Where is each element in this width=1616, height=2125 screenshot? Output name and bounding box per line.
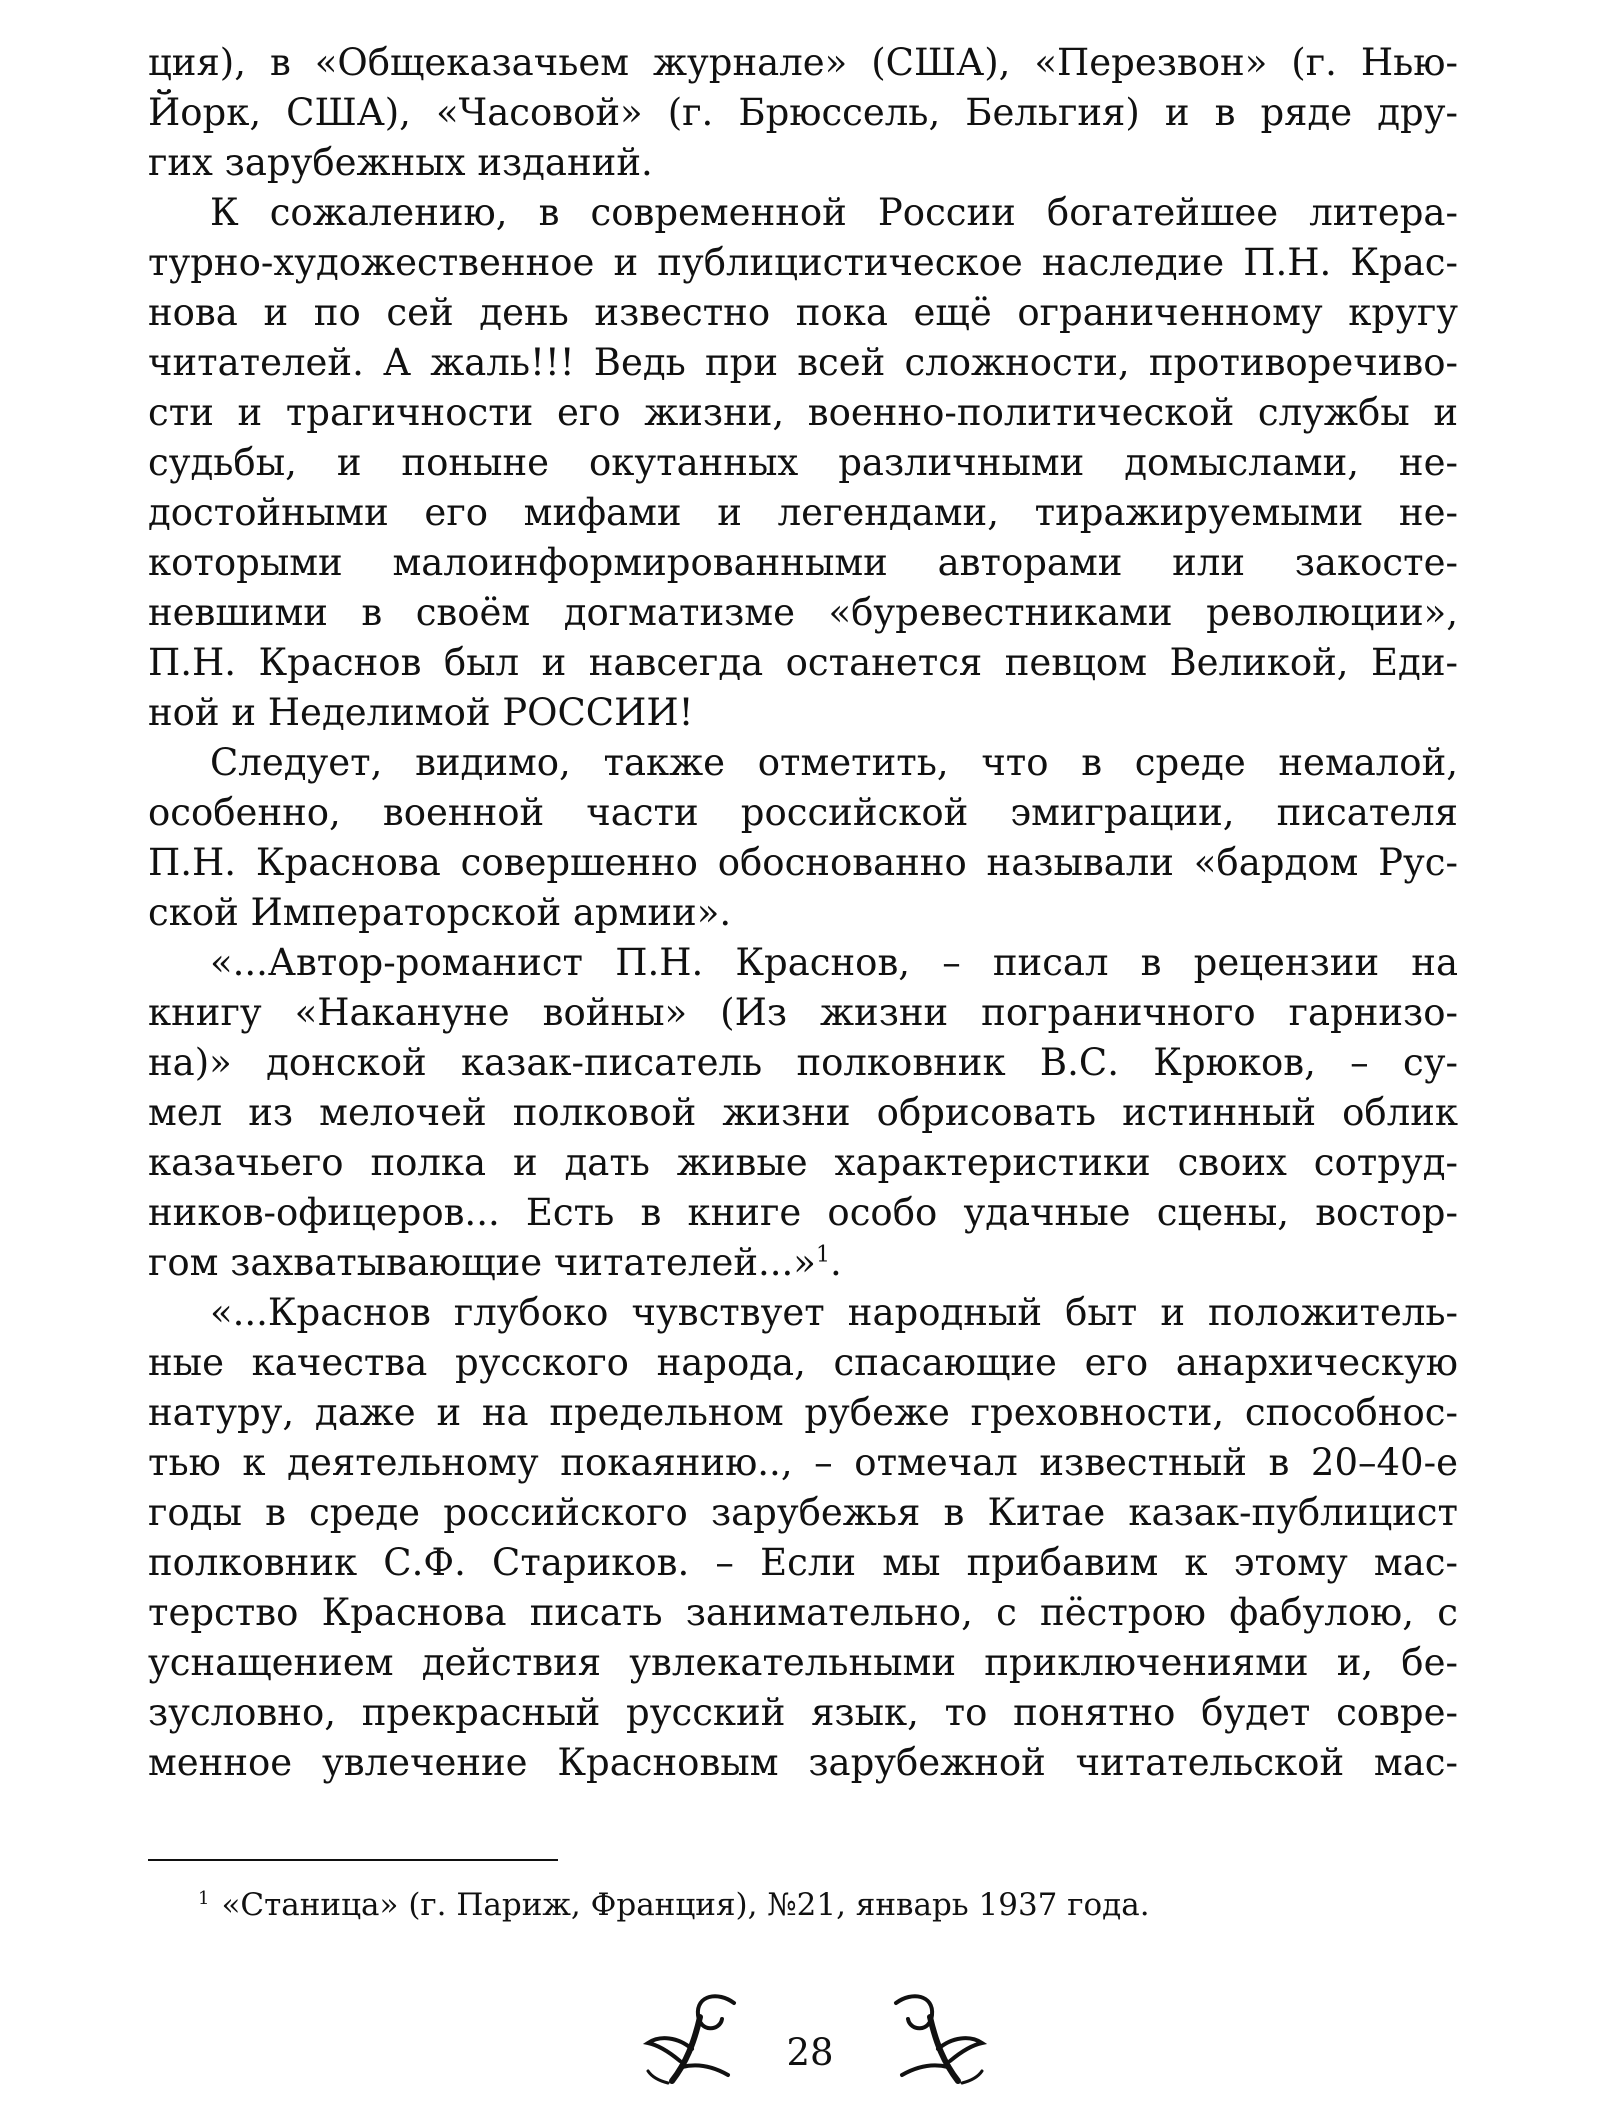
text-line: терство Краснова писать занимательно, с пёстрою фабулою, с (148, 1591, 1458, 1634)
text-line: читателей. А жаль!!! Ведь при всей сложности, противоречиво- (148, 341, 1458, 384)
footnote-marker: 1 (198, 1887, 210, 1909)
text-line: уснащением действия увлекательными приключениями и, бе- (148, 1641, 1458, 1684)
page-footer (620, 1985, 1000, 2095)
text-line-content: гом захватывающие читателей...» (148, 1241, 816, 1284)
text-line: тью к деятельному покаянию.., – отмечал известный в 20–40-е (148, 1441, 1458, 1484)
right-flourish-icon (882, 1985, 992, 2095)
paragraph-start-line: «...Автор-романист П.Н. Краснов, – писал в рецензии на (210, 941, 1458, 984)
text-line: ской Императорской армии». (148, 891, 732, 934)
text-line: менное увлечение Красновым зарубежной читательской мас- (148, 1741, 1458, 1784)
text-line: нова и по сей день известно пока ещё ограниченному кругу (148, 291, 1458, 334)
text-line: ной и Неделимой РОССИИ! (148, 691, 694, 734)
text-line: казачьего полка и дать живые характеристики своих сотруд- (148, 1141, 1458, 1184)
paragraph-start-line: К сожалению, в современной России богатейшее литера- (210, 191, 1458, 234)
text-line: гих зарубежных изданий. (148, 141, 653, 184)
text-line: натуру, даже и на предельном рубеже греховности, способнос- (148, 1391, 1458, 1434)
trailing-period: . (829, 1241, 842, 1284)
footnote-divider (148, 1859, 558, 1861)
text-line: ников-офицеров... Есть в книге особо удачные сцены, востор- (148, 1191, 1458, 1234)
text-line: невшими в своём догматизме «буревестниками революции», (148, 591, 1458, 634)
text-line: сти и трагичности его жизни, военно-политической службы и (148, 391, 1458, 434)
text-line: полковник С.Ф. Стариков. – Если мы прибавим к этому мас- (148, 1541, 1458, 1584)
page-number: 28 (786, 2031, 834, 2074)
paragraph-start-line: Следует, видимо, также отметить, что в среде немалой, (210, 741, 1458, 784)
body-text (148, 38, 1458, 1788)
footnote-text: «Станица» (г. Париж, Франция), №21, январь 1937 года. (221, 1887, 1150, 1923)
text-line: мел из мелочей полковой жизни обрисовать истинный облик (148, 1091, 1458, 1134)
left-flourish-icon (638, 1985, 748, 2095)
footnote-reference[interactable]: 1 (815, 1242, 830, 1268)
text-line: особенно, военной части российской эмиграции, писателя (148, 791, 1458, 834)
text-line: годы в среде российского зарубежья в Китае казак-публицист (148, 1491, 1458, 1534)
text-line: судьбы, и поныне окутанных различными домыслами, не- (148, 441, 1458, 484)
text-line: на)» донской казак-писатель полковник В.С. Крюков, – су- (148, 1041, 1458, 1084)
text-line-with-footnote (148, 1238, 1458, 1288)
text-line: зусловно, прекрасный русский язык, то понятно будет совре- (148, 1691, 1458, 1734)
text-line: турно-художественное и публицистическое наследие П.Н. Крас- (148, 241, 1458, 284)
text-line: достойными его мифами и легендами, тиражируемыми не- (148, 491, 1458, 534)
text-line: которыми малоинформированными авторами или закосте- (148, 541, 1458, 584)
text-line: ные качества русского народа, спасающие его анархическую (148, 1341, 1458, 1384)
text-line: ция), в «Общеказачьем журнале» (США), «Перезвон» (г. Нью- (148, 41, 1458, 84)
text-line: П.Н. Краснов был и навсегда останется певцом Великой, Еди- (148, 641, 1458, 684)
text-line: книгу «Накануне войны» (Из жизни пограничного гарнизо- (148, 991, 1458, 1034)
text-line: Йорк, США), «Часовой» (г. Брюссель, Бельгия) и в ряде дру- (148, 91, 1458, 134)
paragraph-start-line: «...Краснов глубоко чувствует народный быт и положитель- (210, 1291, 1458, 1334)
footnote (198, 1883, 1398, 1927)
text-line: П.Н. Краснова совершенно обоснованно называли «бардом Рус- (148, 841, 1458, 884)
